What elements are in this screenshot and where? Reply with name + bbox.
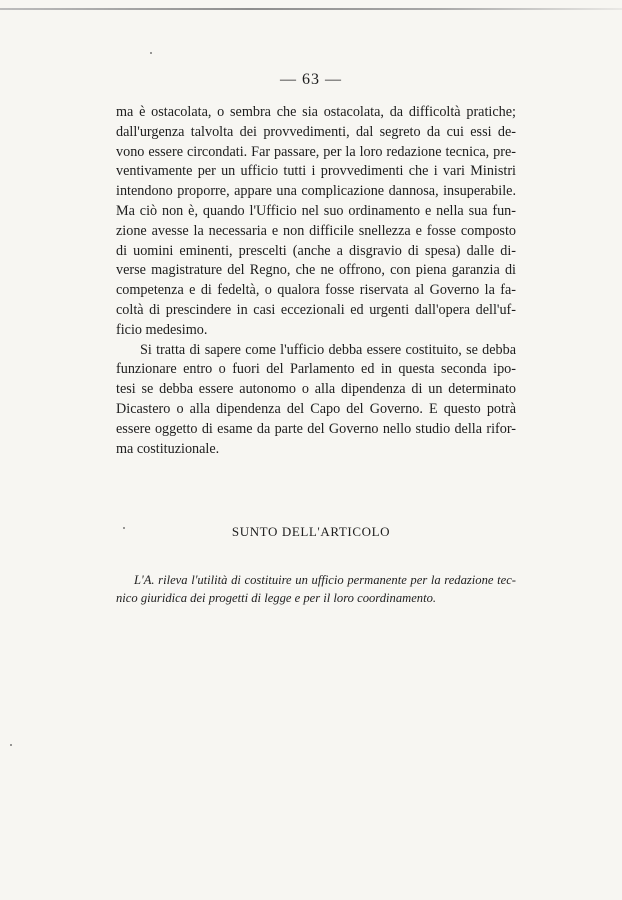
text-line: competenza e di fedeltà, o qualora fosse riservata al Governo la fa- <box>116 282 516 299</box>
paper-speck <box>10 744 12 746</box>
paper-speck <box>123 527 125 529</box>
text-line: Si tratta di sapere come l'ufficio debba essere costituito, se debba <box>140 341 516 358</box>
text-line: dall'urgenza talvolta dei provvedimenti, dal segreto da cui essi de- <box>116 123 516 140</box>
text-line: di uomini eminenti, prescelti (anche a disgravio di spesa) dalle di- <box>116 242 516 259</box>
paragraph-1 <box>116 103 516 341</box>
text-line: vono essere circondati. Far passare, per la loro redazione tecnica, pre- <box>116 143 516 160</box>
text-line: zione avesse la necessaria e non difficile snellezza e fosse composto <box>116 222 516 239</box>
article-summary <box>116 571 516 607</box>
paragraph-2 <box>116 341 516 460</box>
text-line: essere oggetto di esame da parte del Governo nello studio della rifor- <box>116 420 516 437</box>
summary-line: L'A. rileva l'utilità di costituire un ufficio permanente per la redazione tec- <box>134 573 516 587</box>
summary-line: nico giuridica dei progetti di legge e per il loro coordinamento. <box>116 591 437 605</box>
summary-heading: SUNTO DELL'ARTICOLO <box>231 524 391 539</box>
page-number: — 63 — <box>280 71 342 88</box>
text-line: Dicastero o alla dipendenza del Capo del Governo. E questo potrà <box>116 400 516 417</box>
article-body <box>116 103 516 459</box>
text-line: tesi se debba essere autonomo o alla dipendenza di un determinato <box>116 381 516 398</box>
text-line: intendono proporre, appare una complicazione dannosa, insuperabile. <box>116 183 516 200</box>
text-line: ma costituzionale. <box>116 440 220 457</box>
top-border-rule <box>0 8 622 10</box>
paper-speck <box>150 52 152 54</box>
text-line: funzionare entro o fuori del Parlamento ed in questa seconda ipo- <box>116 361 516 378</box>
text-line: ventivamente per un ufficio tutti i provvedimenti che i vari Ministri <box>116 163 516 180</box>
text-line: Ma ciò non è, quando l'Ufficio nel suo ordinamento e nella sua fun- <box>116 202 516 219</box>
text-line: coltà di prescindere in casi eccezionali ed urgenti dall'opera dell'uf- <box>116 301 516 318</box>
text-line: ma è ostacolata, o sembra che sia ostacolata, da difficoltà pratiche; <box>116 104 516 120</box>
text-line: ficio medesimo. <box>116 321 208 338</box>
text-line: verse magistrature del Regno, che ne offrono, con piena garanzia di <box>116 262 516 279</box>
